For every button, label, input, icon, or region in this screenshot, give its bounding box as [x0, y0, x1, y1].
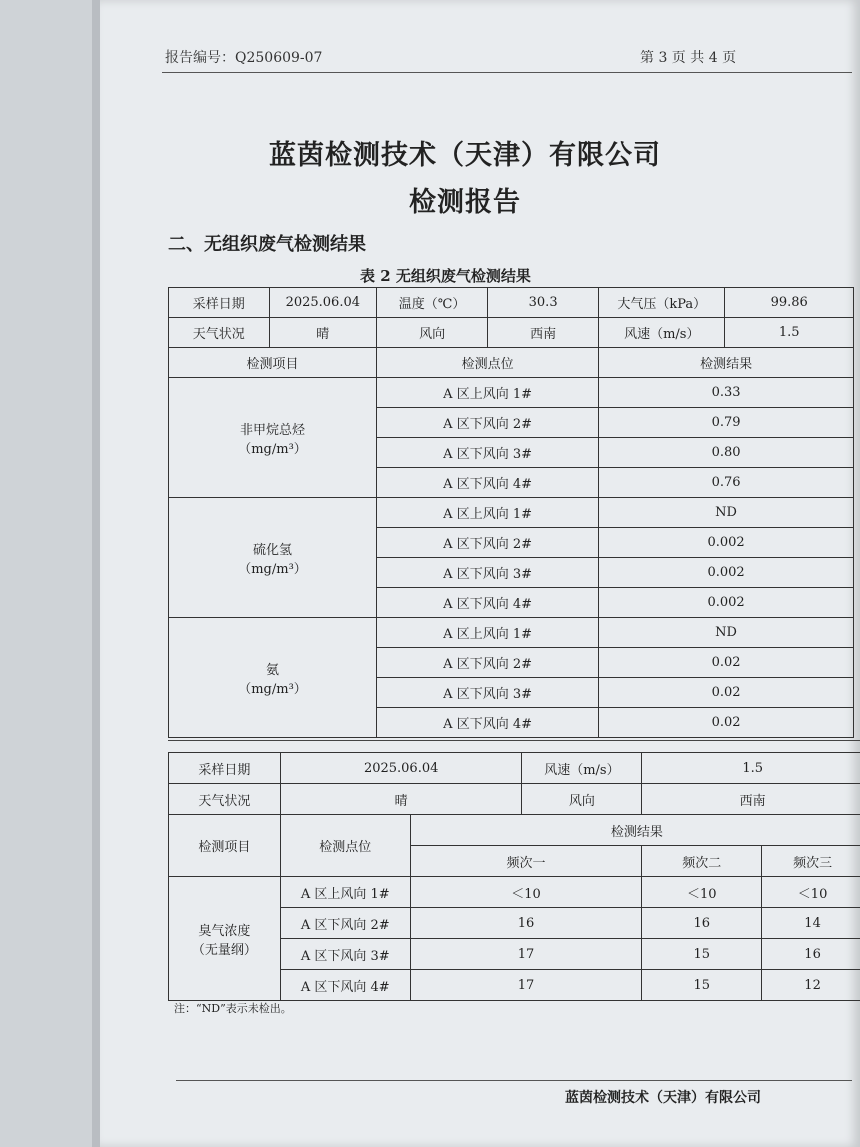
table-header-row — [169, 815, 860, 846]
page-info: 第 3 页 共 4 页 — [640, 50, 737, 66]
company-title: 蓝茵检测技术（天津）有限公司 — [269, 140, 661, 171]
header-cell: 频次一 — [410, 846, 642, 877]
footer-company: 蓝茵检测技术（天津）有限公司 — [565, 1090, 761, 1106]
header-cell: 检测点位 — [280, 815, 410, 877]
table-row — [169, 378, 854, 408]
item-name: 氨 — [266, 662, 280, 678]
cell: 1.5 — [642, 753, 860, 784]
table-header-row — [169, 348, 854, 378]
header-cell: 检测项目 — [169, 815, 281, 877]
item-unit: （无量纲） — [191, 942, 257, 958]
item-name: 臭气浓度 — [198, 923, 251, 939]
table-row — [169, 618, 854, 648]
item-unit: （mg/m³） — [238, 681, 307, 697]
table-row — [169, 753, 860, 784]
table-row — [169, 784, 860, 815]
cell: 99.86 — [725, 288, 854, 318]
value-cell: 12 — [762, 970, 860, 1001]
item-unit: （mg/m³） — [238, 441, 307, 457]
value-cell: ＜10 — [642, 877, 762, 908]
table-separator — [168, 740, 860, 741]
point-cell: A 区下风向 3# — [377, 678, 599, 708]
table-caption: 表 2 无组织废气检测结果 — [360, 267, 531, 285]
cell: 天气状况 — [169, 318, 270, 348]
value-cell: 16 — [410, 908, 642, 939]
point-cell: A 区下风向 3# — [280, 939, 410, 970]
cell: 西南 — [488, 318, 599, 348]
point-cell: A 区下风向 2# — [280, 908, 410, 939]
cell: 1.5 — [725, 318, 854, 348]
cell: 温度（℃） — [377, 288, 488, 318]
point-cell: A 区下风向 4# — [377, 468, 599, 498]
value-cell: ND — [599, 618, 854, 648]
results-table-1 — [168, 287, 854, 738]
point-cell: A 区上风向 1# — [377, 378, 599, 408]
cell: 天气状况 — [169, 784, 281, 815]
cell: 风速（m/s） — [522, 753, 642, 784]
point-cell: A 区下风向 4# — [280, 970, 410, 1001]
header-cell: 检测点位 — [377, 348, 599, 378]
item-cell — [169, 378, 377, 498]
table-row — [169, 877, 860, 908]
footnote: 注：“ND”表示未检出。 — [174, 1002, 292, 1015]
item-cell — [169, 618, 377, 738]
point-cell: A 区下风向 2# — [377, 528, 599, 558]
cell: 大气压（kPa） — [599, 288, 725, 318]
cell: 采样日期 — [169, 753, 281, 784]
point-cell: A 区下风向 3# — [377, 438, 599, 468]
point-cell: A 区下风向 3# — [377, 558, 599, 588]
header-cell: 检测结果 — [599, 348, 854, 378]
cell: 2025.06.04 — [269, 288, 377, 318]
point-cell: A 区下风向 4# — [377, 708, 599, 738]
value-cell: 16 — [642, 908, 762, 939]
results-table-2 — [168, 752, 860, 1001]
cell: 晴 — [280, 784, 522, 815]
value-cell: 0.002 — [599, 588, 854, 618]
footer-rule — [176, 1080, 852, 1081]
cell: 风向 — [377, 318, 488, 348]
cell: 风向 — [522, 784, 642, 815]
cell: 西南 — [642, 784, 860, 815]
header-cell: 检测结果 — [410, 815, 860, 846]
point-cell: A 区上风向 1# — [377, 618, 599, 648]
item-cell — [169, 498, 377, 618]
value-cell: 16 — [762, 939, 860, 970]
value-cell: 15 — [642, 939, 762, 970]
table-row — [169, 288, 854, 318]
report-page — [100, 0, 860, 1147]
table-row — [169, 498, 854, 528]
value-cell: 0.76 — [599, 468, 854, 498]
value-cell: ND — [599, 498, 854, 528]
value-cell: 15 — [642, 970, 762, 1001]
value-cell: 14 — [762, 908, 860, 939]
value-cell: 0.002 — [599, 528, 854, 558]
report-number: 报告编号：Q250609-07 — [165, 50, 323, 66]
section-heading: 二、无组织废气检测结果 — [168, 234, 366, 255]
header-cell: 检测项目 — [169, 348, 377, 378]
item-cell — [169, 877, 281, 1001]
cell: 2025.06.04 — [280, 753, 522, 784]
table-row — [169, 318, 854, 348]
point-cell: A 区下风向 2# — [377, 408, 599, 438]
cell: 30.3 — [488, 288, 599, 318]
value-cell: 0.02 — [599, 708, 854, 738]
value-cell: 0.33 — [599, 378, 854, 408]
value-cell: 17 — [410, 939, 642, 970]
value-cell: 17 — [410, 970, 642, 1001]
value-cell: 0.002 — [599, 558, 854, 588]
cell: 采样日期 — [169, 288, 270, 318]
cell: 风速（m/s） — [599, 318, 725, 348]
value-cell: 0.79 — [599, 408, 854, 438]
point-cell: A 区上风向 1# — [377, 498, 599, 528]
value-cell: 0.80 — [599, 438, 854, 468]
item-unit: （mg/m³） — [238, 561, 307, 577]
value-cell: ＜10 — [762, 877, 860, 908]
report-title: 检测报告 — [409, 187, 521, 218]
item-name: 硫化氢 — [253, 542, 293, 558]
item-name: 非甲烷总烃 — [240, 422, 306, 438]
header-rule — [162, 72, 852, 73]
point-cell: A 区上风向 1# — [280, 877, 410, 908]
value-cell: ＜10 — [410, 877, 642, 908]
value-cell: 0.02 — [599, 678, 854, 708]
point-cell: A 区下风向 2# — [377, 648, 599, 678]
page-edge — [92, 0, 100, 1147]
value-cell: 0.02 — [599, 648, 854, 678]
cell: 晴 — [269, 318, 377, 348]
point-cell: A 区下风向 4# — [377, 588, 599, 618]
header-cell: 频次二 — [642, 846, 762, 877]
header-cell: 频次三 — [762, 846, 860, 877]
